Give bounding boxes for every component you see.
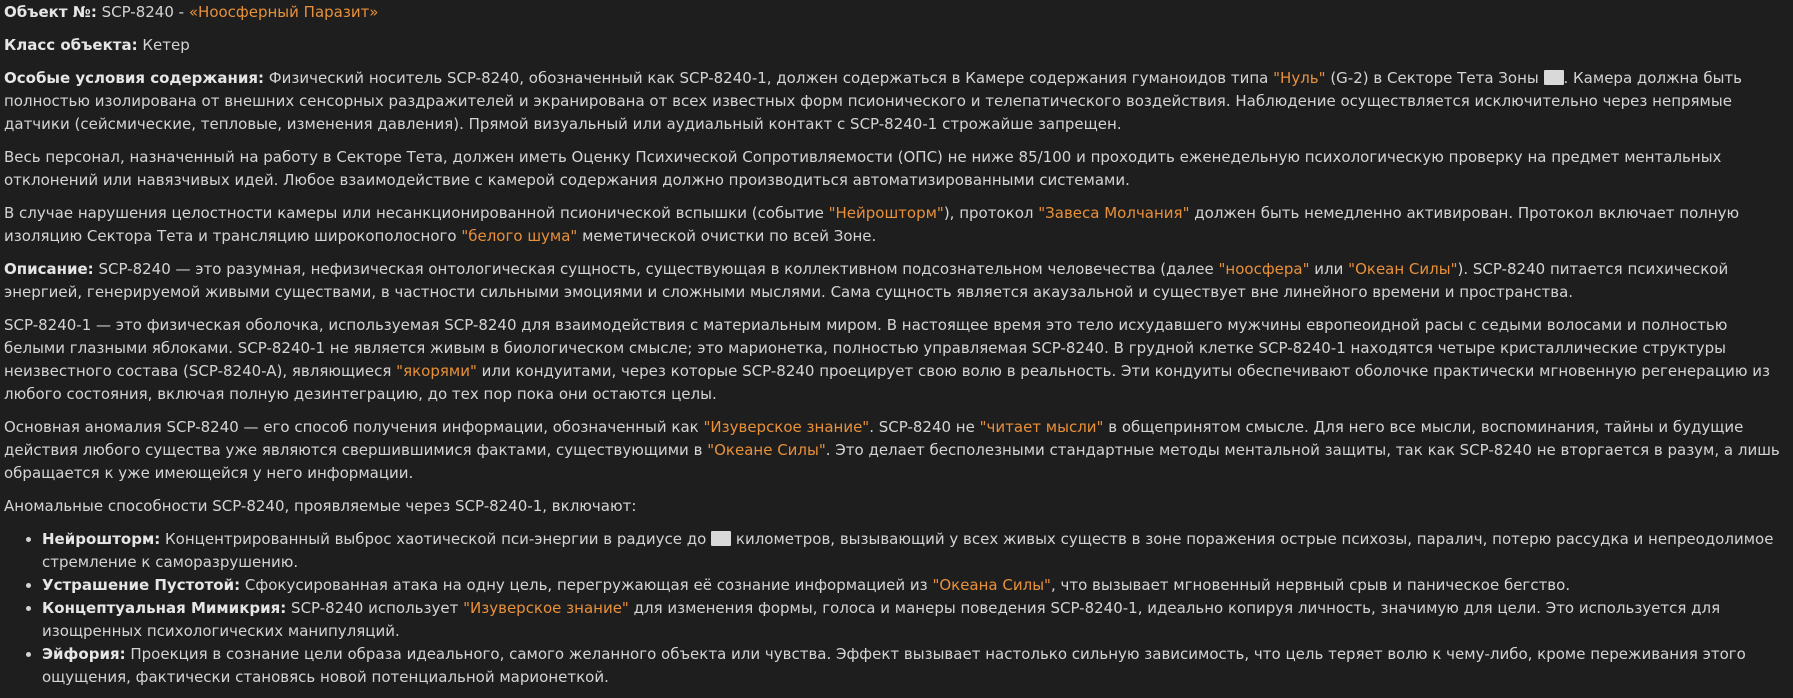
description-paragraph-1	[4, 258, 1781, 304]
text-run: Проекция в сознание цели образа идеального, самого желанного объекта или чувства. Эффект вызывает настолько сильную зависимость, что цель теряет волю к чему-либо, кроме переживания этого ощущения, фактически становясь новой потенциальной марионеткой.	[42, 645, 1746, 686]
object-line	[4, 1, 1781, 24]
abilities-list	[4, 528, 1781, 689]
highlight-term: "Изуверское знание"	[703, 418, 870, 436]
text-run: SCP-8240 использует	[291, 599, 459, 617]
text-run: Физический носитель SCP-8240, обозначенный как SCP-8240-1, должен содержаться в Камере содержания гуманоидов типа	[268, 69, 1269, 87]
text-run: должен быть немедленно активирован. Протокол включает полную изоляцию Сектора Тета и трансляцию широкополосного	[4, 204, 1740, 245]
list-item	[42, 574, 1781, 597]
class-line	[4, 34, 1781, 57]
class-value: Кетер	[142, 36, 190, 54]
list-item	[42, 597, 1781, 643]
highlight-term: "белого шума"	[461, 227, 578, 245]
text-run: для изменения формы, голоса и манеры поведения SCP-8240-1, идеально копируя личность, значимую для цели. Это используется для изощренных психологических манипуляций.	[42, 599, 1721, 640]
object-separator: -	[173, 3, 189, 21]
containment-paragraph-3	[4, 202, 1781, 248]
text-run: , что вызывает мгновенный нервный срыв и паническое бегство.	[1050, 576, 1571, 594]
text-run: ). SCP-8240 питается психической энергией, генерируемой живыми существами, в частности сильными эмоциями и сложными мыслями. Сама сущность является акаузальной и существует вне линейного времени и пространства.	[4, 260, 1729, 301]
text-run: Основная аномалия SCP-8240 — его способ получения информации, обозначенный как	[4, 418, 699, 436]
description-paragraph-3	[4, 416, 1781, 485]
highlight-term: "Завеса Молчания"	[1038, 204, 1190, 222]
text-run: километров, вызывающий у всех живых существ в зоне поражения острые психозы, паралич, потерю рассудка и непреодолимое стремление к саморазрушению.	[42, 530, 1774, 571]
containment-label: Особые условия содержания:	[4, 69, 264, 87]
text-run: Концентрированный выброс хаотической пси-энергии в радиусе до	[165, 530, 707, 548]
text-run: Сфокусированная атака на одну цель, перегружающая её сознание информацией из	[244, 576, 928, 594]
class-label: Класс объекта:	[4, 36, 138, 54]
list-item	[42, 528, 1781, 574]
object-name: «Ноосферный Паразит»	[188, 3, 379, 21]
highlight-term: "Океан Силы"	[1348, 260, 1458, 278]
containment-paragraph-1	[4, 67, 1781, 136]
highlight-term: "якорями"	[396, 362, 477, 380]
highlight-term: "читает мысли"	[979, 418, 1104, 436]
description-paragraph-2	[4, 314, 1781, 406]
text-run: в общепринятом смысле. Для него все мысли, воспоминания, тайны и будущие действия любого существа уже являются свершившимися фактами, существующими в	[4, 418, 1744, 459]
text-run: ), протокол	[943, 204, 1034, 222]
highlight-term: "Океана Силы"	[932, 576, 1051, 594]
text-run: . Это делает бесполезными стандартные методы ментальной защиты, так как SCP-8240 не вторгается в разум, а лишь обращается к уже имеющейся у него информации.	[4, 441, 1780, 482]
text-run: SCP-8240 — это разумная, нефизическая онтологическая сущность, существующая в коллективном подсознательном человечества (далее	[98, 260, 1214, 278]
ability-name: Устрашение Пустотой:	[42, 576, 241, 594]
text-run: В случае нарушения целостности камеры или несанкционированной псионической вспышки (событие	[4, 204, 824, 222]
ability-name: Концептуальная Мимикрия:	[42, 599, 287, 617]
redaction-block	[711, 531, 731, 546]
text-run: . Камера должна быть полностью изолирована от внешних сенсорных раздражителей и экранирована от всех известных форм псионического и телепатического воздействия. Наблюдение осуществляется исключительно через непрямые датчики (сейсмические, тепловые, изменения давления). Прямой визуальный или аудиальный контакт с SCP-8240-1 строжайше запрещен.	[4, 69, 1742, 133]
object-label: Объект №:	[4, 3, 97, 21]
text-run: или кондуитами, через которые SCP-8240 проецирует свою волю в реальность. Эти кондуиты обеспечивают оболочке практически мгновенную регенерацию из любого состояния, включая полную дезинтеграцию, до тех пор пока они остаются целы.	[4, 362, 1770, 403]
highlight-term: "Изуверское знание"	[463, 599, 629, 617]
redaction-block	[1544, 70, 1564, 85]
object-id: SCP-8240	[101, 3, 174, 21]
list-item	[42, 643, 1781, 689]
highlight-term: "Океане Силы"	[707, 441, 826, 459]
text-run: (G-2) в Секторе Тета Зоны	[1330, 69, 1539, 87]
text-run: или	[1314, 260, 1344, 278]
highlight-term: "ноосфера"	[1218, 260, 1310, 278]
text-run: SCP-8240-1 — это физическая оболочка, используемая SCP-8240 для взаимодействия с материальным миром. В настоящее время это тело исхудавшего мужчины европеоидной расы с седыми волосами и полностью белыми глазными яблоками. SCP-8240-1 не является живым в биологическом смысле; это марионетка, полностью управляемая SCP-8240. В грудной клетке SCP-8240-1 находятся четыре кристаллические структуры неизвестного состава (SCP-8240-A), являющиеся	[4, 316, 1728, 380]
highlight-term: "Нейрошторм"	[828, 204, 944, 222]
highlight-term: "Нуль"	[1273, 69, 1326, 87]
ability-name: Эйфория:	[42, 645, 126, 663]
text-run: меметической очистки по всей Зоне.	[582, 227, 877, 245]
containment-paragraph-2: Весь персонал, назначенный на работу в Секторе Тета, должен иметь Оценку Психической Сопротивляемости (ОПС) не ниже 85/100 и проходить еженедельную психологическую проверку на предмет ментальных отклонений или навязчивых идей. Любое взаимодействие с камерой содержания должно производиться автоматизированными системами.	[4, 148, 1722, 189]
ability-name: Нейрошторм:	[42, 530, 161, 548]
text-run: . SCP-8240 не	[869, 418, 975, 436]
abilities-intro: Аномальные способности SCP-8240, проявляемые через SCP-8240-1, включают:	[4, 497, 637, 515]
description-label: Описание:	[4, 260, 94, 278]
